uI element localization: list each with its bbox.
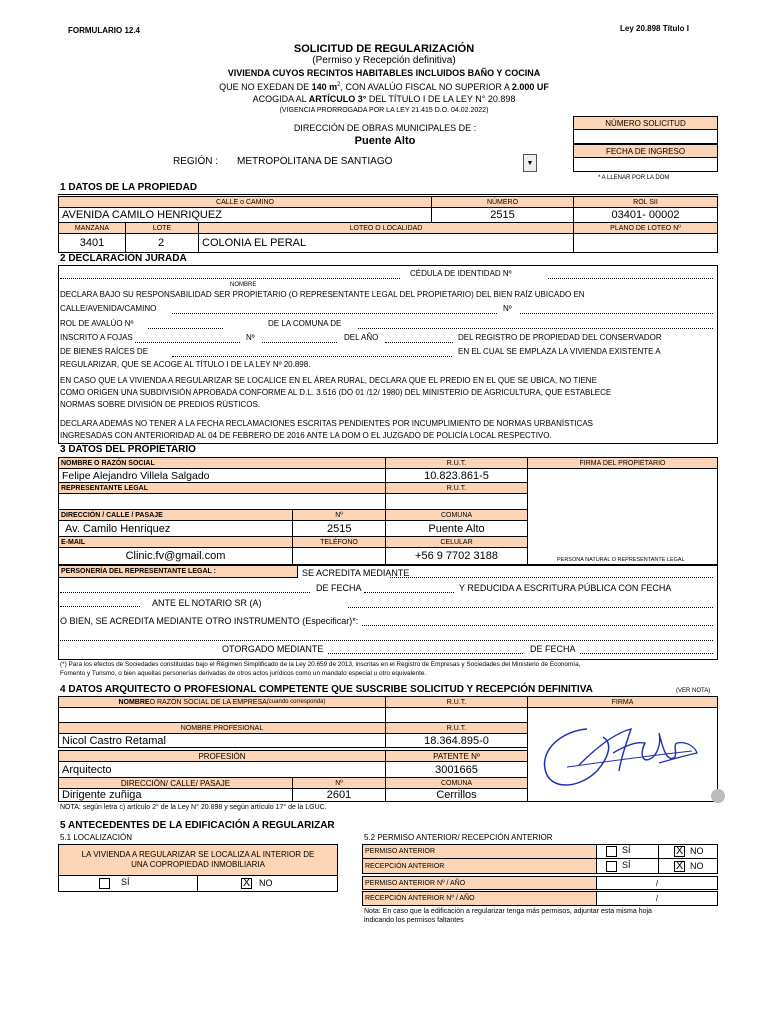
numero-header: NÚMERO	[431, 196, 574, 208]
profesional-comuna-field[interactable]: Cerrillos	[385, 788, 528, 802]
rol-avaluo-line[interactable]	[148, 328, 223, 329]
recepcion-si-checkbox[interactable]	[606, 861, 617, 872]
form-line-2: QUE NO EXEDAN DE 140 $m^2$, CON AVALÚO FISCAL NO SUPERIOR A 2.000 UF	[219, 82, 549, 92]
rol-avaluo-label: ROL DE AVALÚO Nº	[60, 319, 134, 328]
personeria-header: PERSONERÍA DEL REPRESENTANTE LEGAL :	[58, 565, 298, 578]
region-label: REGIÓN :	[173, 156, 219, 167]
otro-instrumento-label: O BIEN, SE ACREDITA MEDIANTE OTRO INSTRUMENTO (Especificar)*:	[60, 616, 359, 626]
personeria-note-1: (*) Para los efectos de Sociedades constituidas bajo el Régimen Simplificado de la Ley 20.659 de 2013, inscritas en el Registro de Empresas y Sociedades del Ministerio de Economía,	[60, 661, 581, 668]
lote-header: LOTE	[125, 222, 199, 234]
profesional-rut-field[interactable]: 18.364.895-0	[385, 733, 528, 748]
permiso-no-checkbox[interactable]: X	[675, 845, 684, 857]
rural-text-1: EN CASO QUE LA VIVIENDA A REGULARIZAR SE LOCALICE EN EL ÁREA RURAL, DECLARA QUE EL PREDIO EN EL QUE SE UBICA, NO TIENE	[60, 376, 597, 385]
recepcion-anterior-label: RECEPCIÓN ANTERIOR	[362, 858, 597, 874]
propietario-numero-header: Nº	[292, 509, 386, 521]
otorgado-line[interactable]	[328, 653, 523, 654]
representante-rut-field[interactable]	[385, 493, 528, 510]
personeria-box	[58, 565, 718, 660]
profesional-note: NOTA: según letra c) artículo 2° de la Ley N° 20.898 y según artículo 17° de la LGUC.	[60, 804, 327, 811]
profesional-direccion-field[interactable]: Dirigente zuñiga	[58, 788, 293, 802]
inscripcion-numero-label: Nº	[246, 333, 255, 342]
calle-header: CALLE o CAMINO	[58, 196, 432, 208]
propietario-nombre-field[interactable]: Felipe Alejandro Villela Salgado	[58, 468, 386, 483]
copropiedad-si-checkbox[interactable]	[99, 878, 110, 889]
recepcion-numero-label: RECEPCIÓN ANTERIOR Nº / AÑO	[362, 891, 597, 906]
patente-field[interactable]: 3001665	[385, 761, 528, 778]
copropiedad-no-checkbox[interactable]: X	[242, 877, 251, 889]
loteo-field[interactable]: COLONIA EL PERAL	[198, 233, 574, 253]
calle-field[interactable]: AVENIDA CAMILO HENRIQUEZ	[58, 207, 432, 223]
acredita-line[interactable]	[390, 577, 713, 578]
law-reference: Ley 20.898 Título I	[620, 24, 689, 33]
de-fecha-line[interactable]	[364, 592, 454, 593]
permiso-numero-field[interactable]: /	[596, 876, 718, 890]
numero-line[interactable]	[520, 313, 713, 314]
otorgado-fecha-label: DE FECHA	[530, 644, 576, 654]
copropiedad-text-1: LA VIVIENDA A REGULARIZAR SE LOCALIZA AL INTERIOR DE	[81, 850, 315, 859]
permiso-numero-label: PERMISO ANTERIOR Nº / AÑO	[362, 876, 597, 890]
rol-header: ROL SII	[573, 196, 718, 208]
section-1-title: 1 DATOS DE LA PROPIEDAD	[60, 182, 198, 193]
telefono-header: TELÉFONO	[292, 536, 386, 548]
fecha-ingreso-label: FECHA DE INGRESO	[573, 144, 718, 158]
emplaza-text: EN EL CUAL SE EMPLAZA LA VIVIENDA EXISTENTE A	[458, 347, 661, 356]
copropiedad-si-label: SÍ	[121, 877, 130, 887]
form-title: SOLICITUD DE REGULARIZACIÓN	[293, 43, 475, 55]
loteo-header: LOTEO O LOCALIDAD	[198, 222, 574, 234]
region-select[interactable]: METROPOLITANA DE SANTIAGO	[237, 156, 393, 167]
numero-solicitud-field[interactable]	[573, 129, 718, 144]
profesional-nombre-header: NOMBRE PROFESIONAL	[58, 722, 386, 734]
declara-ademas-2: INGRESADAS CON ANTERIORIDAD AL 04 DE FEBRERO DE 2016 ANTE LA DOM O EL JUZGADO DE POLICÍA LOCAL RESPECTIVO.	[60, 431, 552, 440]
recepcion-numero-field[interactable]: /	[596, 891, 718, 906]
fecha-escritura-line[interactable]	[60, 606, 140, 607]
propietario-rut-header: R.U.T.	[385, 457, 528, 469]
page-corner-mark	[711, 789, 725, 803]
calle-label: CALLE/AVENIDA/CAMINO	[60, 304, 157, 313]
otro-instrumento-line-2[interactable]	[60, 640, 713, 641]
reducida-text: Y REDUCIDA A ESCRITURA PÚBLICA CON FECHA	[459, 583, 672, 593]
ver-nota-caption: (VER NOTA)	[676, 688, 711, 694]
firma-propietario-box[interactable]	[527, 468, 718, 565]
professional-signature-graphic	[527, 707, 718, 802]
manzana-header: MANZANA	[58, 222, 126, 234]
email-field[interactable]: Clinic.fv@gmail.com	[58, 547, 293, 565]
region-dropdown-button[interactable]	[523, 154, 537, 172]
representante-header: REPRESENTANTE LEGAL	[58, 482, 386, 494]
propietario-direccion-field[interactable]: Av. Camilo Henriquez	[58, 520, 293, 537]
dom-label: DIRECCIÓN DE OBRAS MUNICIPALES DE :	[293, 123, 477, 133]
propietario-comuna-header: COMUNA	[385, 509, 528, 521]
plano-header: PLANO DE LOTEO Nº	[573, 222, 718, 234]
representante-field[interactable]	[58, 493, 386, 510]
declara-text: DECLARA BAJO SU RESPONSABILIDAD SER PROPIETARIO (O REPRESENTANTE LEGAL DEL PROPIETARIO) DEL BIEN RAÍZ UBICADO EN	[60, 290, 585, 299]
notario-label: ANTE EL NOTARIO SR (A)	[152, 598, 262, 608]
representante-rut-header: R.U.T.	[385, 482, 528, 494]
celular-field[interactable]: +56 9 7702 3188	[385, 547, 528, 565]
fojas-line[interactable]	[135, 342, 240, 343]
rural-text-2: COMO ORIGEN UNA SUBDIVISIÓN APROBADA CONFORME AL D.L. 3.516 (DO 01 /12/ 1980) DEL MINISTERIO DE AGRICULTURA, QUE ESTABLECE	[60, 388, 612, 397]
celular-header: CELULAR	[385, 536, 528, 548]
empresa-field[interactable]	[58, 707, 386, 723]
permiso-si-checkbox[interactable]	[606, 846, 617, 857]
profesion-field[interactable]: Arquitecto	[58, 761, 386, 778]
personeria-line-2[interactable]	[60, 592, 310, 593]
personeria-note-2: Fomento y Turismo, o bien aquellas personerías derivadas de otros actos jurídicos como un mandato especial u otro equivalente.	[60, 670, 427, 677]
firma-profesional-header: FIRMA	[527, 696, 718, 708]
recepcion-no-label: NO	[690, 861, 704, 871]
form-subtitle: (Permiso y Recepción definitiva)	[312, 55, 456, 66]
lote-field[interactable]: 2	[125, 233, 199, 253]
plano-field[interactable]	[573, 233, 718, 253]
propietario-numero-field[interactable]: 2515	[292, 520, 386, 537]
rol-field[interactable]: 03401- 00002	[573, 207, 718, 223]
de-fecha-label: DE FECHA	[316, 583, 362, 593]
bienes-line[interactable]	[172, 356, 452, 357]
profesional-direccion-header: DIRECCIÓN/ CALLE/ PASAJE	[58, 777, 293, 789]
profesional-comuna-header: COMUNA	[385, 777, 528, 789]
permisos-note-2: indicando los permisos faltantes	[364, 917, 464, 924]
comuna-label: DE LA COMUNA DE	[268, 319, 342, 328]
chevron-down-icon: ▼	[526, 159, 534, 167]
propietario-rut-field[interactable]: 10.823.861-5	[385, 468, 528, 483]
empresa-rut-field[interactable]	[385, 707, 528, 723]
permiso-anterior-label: PERMISO ANTERIOR	[362, 844, 597, 859]
anio-line[interactable]	[385, 342, 453, 343]
fojas-label: INSCRITO A FOJAS	[60, 333, 133, 342]
nombre-line[interactable]	[60, 278, 400, 279]
permiso-si-label: SÍ	[622, 845, 631, 855]
profesional-rut-header: R.U.T.	[385, 722, 528, 734]
numero-label: Nº	[503, 304, 512, 313]
notario-line[interactable]	[348, 607, 713, 608]
dom-value: Puente Alto	[354, 135, 416, 147]
copropiedad-question	[58, 844, 338, 876]
section-5-title: 5 ANTECEDENTES DE LA EDIFICACIÓN A REGULARIZAR	[60, 820, 335, 831]
copropiedad-no-label: NO	[259, 878, 273, 888]
firma-propietario-header: FIRMA DEL PROPIETARIO	[527, 457, 718, 469]
otro-instrumento-line[interactable]	[362, 625, 713, 626]
section-3-title: 3 DATOS DEL PROPIETARIO	[60, 444, 196, 455]
numero-solicitud-label: NÚMERO SOLICITUD	[573, 116, 718, 130]
propietario-direccion-header: DIRECCIÓN / CALLE / PASAJE	[58, 509, 293, 521]
profesional-numero-field[interactable]: 2601	[292, 788, 386, 802]
localizacion-title: 5.1 LOCALIZACIÓN	[60, 833, 133, 842]
cedula-line[interactable]	[548, 278, 713, 279]
recepcion-no-checkbox[interactable]: X	[675, 860, 684, 872]
rural-text-3: NORMAS SOBRE DIVISIÓN DE PREDIOS RÚSTICOS.	[60, 400, 261, 409]
patente-header: PATENTE Nº	[385, 750, 528, 762]
otorgado-fecha-line[interactable]	[580, 653, 713, 654]
registro-text: DEL REGISTRO DE PROPIEDAD DEL CONSERVADOR	[458, 333, 662, 342]
bienes-label: DE BIENES RAÍCES DE	[60, 347, 149, 356]
cedula-label: CÉDULA DE IDENTIDAD Nº	[410, 269, 512, 278]
declara-ademas-1: DECLARA ADEMÁS NO TENER A LA FECHA RECLAMACIONES ESCRITAS PENDIENTES POR INCUMPLIMIENTO DE NORMAS URBANÍSTICAS	[60, 419, 594, 428]
section-4-title: 4 DATOS ARQUITECTO O PROFESIONAL COMPETENTE QUE SUSCRIBE SOLICITUD Y RECEPCIÓN DEFINITIVA	[60, 684, 593, 695]
section-1-rule	[58, 194, 718, 195]
form-line-1: VIVIENDA CUYOS RECINTOS HABITABLES INCLUIDOS BAÑO Y COCINA	[227, 68, 541, 78]
email-header: E-MAIL	[58, 536, 293, 548]
propietario-comuna-field[interactable]: Puente Alto	[385, 520, 528, 537]
permisos-note-1: Nota: En caso que la edificación a regularizar tenga más permisos, adjuntar esta misma hoja	[364, 908, 652, 915]
profesional-numero-header: Nº	[292, 777, 386, 789]
form-line-3: ACOGIDA AL ARTÍCULO 3° DEL TÍTULO I DE LA LEY N° 20.898	[252, 94, 516, 104]
permiso-no-label: NO	[690, 846, 704, 856]
manzana-field[interactable]: 3401	[58, 233, 126, 253]
empresa-rut-header: R.U.T.	[385, 696, 528, 708]
copropiedad-text-2: UNA COPROPIEDAD INMOBILIARIA	[131, 860, 265, 869]
propietario-nombre-header: NOMBRE O RAZÓN SOCIAL	[58, 457, 386, 469]
fecha-ingreso-field[interactable]	[573, 157, 718, 172]
empresa-header: NOMBRE O RAZÓN SOCIAL DE LA EMPRESA (cuando corresponda)	[58, 696, 386, 708]
section-2-title: 2 DECLARACIÓN JURADA	[60, 253, 187, 264]
telefono-field[interactable]	[292, 547, 386, 565]
otorgado-label: OTORGADO MEDIANTE	[222, 644, 324, 654]
profesion-header: PROFESIÓN	[58, 750, 386, 762]
anio-label: DEL AÑO	[344, 333, 379, 342]
persona-natural-caption: PERSONA NATURAL O REPRESENTANTE LEGAL	[557, 557, 685, 563]
recepcion-no-cell	[658, 858, 718, 874]
comuna-line[interactable]	[358, 328, 713, 329]
permiso-title: 5.2 PERMISO ANTERIOR/ RECEPCIÓN ANTERIOR	[364, 833, 553, 842]
profesional-nombre-field[interactable]: Nicol Castro Retamal	[58, 733, 386, 748]
form-line-4: (VIGENCIA PRORROGADA POR LA LEY 21.415 D.O. 04.02.2022)	[279, 107, 489, 114]
inscripcion-numero-line[interactable]	[262, 342, 337, 343]
acredita-label: SE ACREDITA MEDIANTE	[302, 568, 410, 578]
recepcion-si-label: SÍ	[622, 860, 631, 870]
form-code: FORMULARIO 12.4	[68, 26, 141, 35]
regularizar-text: REGULARIZAR, QUE SE ACOGE AL TÍTULO I DE LA LEY Nº 20.898.	[60, 360, 311, 369]
llenar-dom-note: * A LLENAR POR LA DOM	[598, 175, 670, 181]
nombre-caption: NOMBRE	[230, 282, 257, 288]
calle-line[interactable]	[172, 313, 497, 314]
permiso-no-cell	[658, 844, 718, 859]
numero-field[interactable]: 2515	[431, 207, 574, 223]
